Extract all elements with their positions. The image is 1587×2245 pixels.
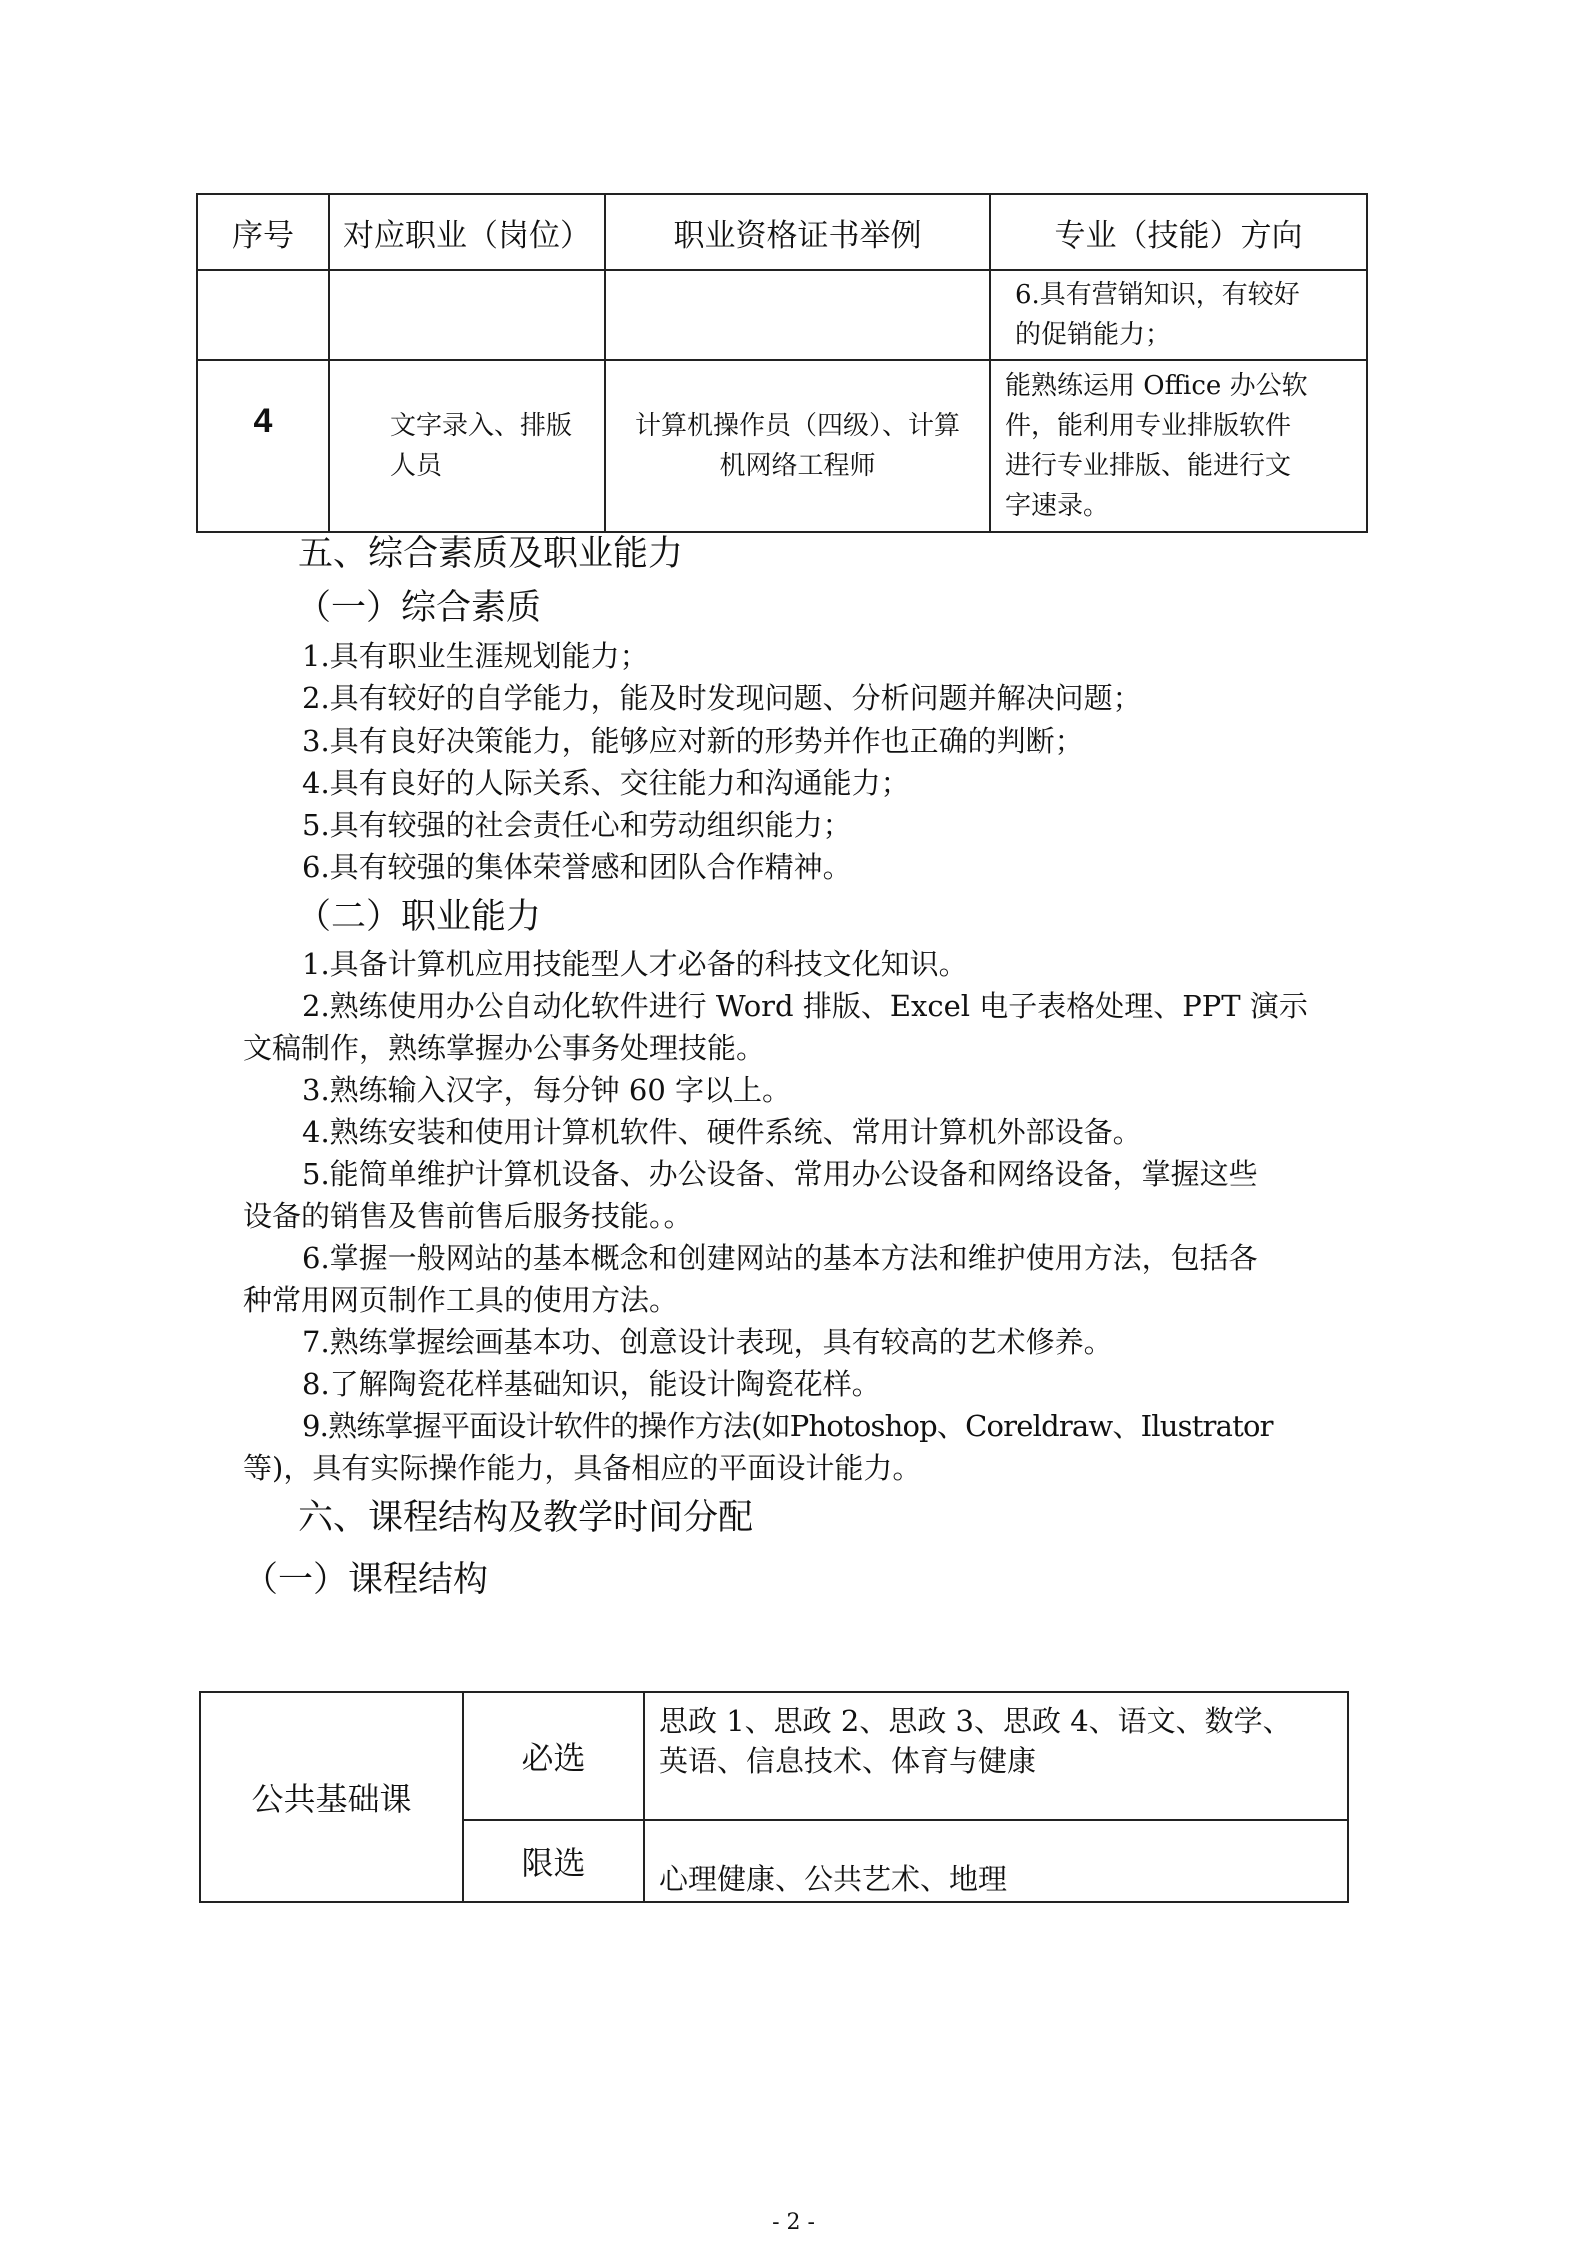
list-item: 4.具有良好的人际关系、交往能力和沟通能力； [302,766,910,800]
elective-courses: 心理健康、公共艺术、地理 [644,1820,1348,1902]
list-item: 5.具有较强的社会责任心和劳动组织能力； [302,808,852,842]
occupation-table [196,193,1368,533]
header-job: 对应职业（岗位） [329,194,605,270]
category-cell: 公共基础课 [200,1692,463,1902]
section-title: 五、综合素质及职业能力 [298,534,684,574]
required-label: 必选 [463,1692,644,1820]
page-number: - 2 - [772,2210,815,2235]
subsection-title: （一）课程结构 [243,1560,489,1600]
list-item-continued: 等)，具有实际操作能力，具备相应的平面设计能力。 [243,1451,922,1485]
table-row [197,360,1367,532]
row-number: 4 [197,360,329,532]
list-item-continued: 文稿制作，熟练掌握办公事务处理技能。 [243,1031,766,1065]
table-row [197,270,1367,360]
required-courses: 思政 1、思政 2、思政 3、思政 4、语文、数学、 英语、信息技术、体育与健康 [644,1692,1348,1820]
list-item: 6.掌握一般网站的基本概念和创建网站的基本方法和维护使用方法，包括各 [302,1241,1258,1275]
list-item: 8.了解陶瓷花样基础知识，能设计陶瓷花样。 [302,1367,881,1401]
list-item-continued: 设备的销售及售前售后服务技能。。 [243,1199,693,1233]
list-item-continued: 种常用网页制作工具的使用方法。 [243,1283,679,1317]
list-item: 1.具备计算机应用技能型人才必备的科技文化知识。 [302,947,968,981]
list-item: 2.熟练使用办公自动化软件进行 Word 排版、Excel 电子表格处理、PPT 演示 [302,989,1308,1023]
list-item: 4.熟练安装和使用计算机软件、硬件系统、常用计算机外部设备。 [302,1115,1142,1149]
header-direction: 专业（技能）方向 [990,194,1367,270]
section-title: 六、课程结构及教学时间分配 [298,1498,754,1538]
header-cert: 职业资格证书举例 [605,194,990,270]
header-seq: 序号 [197,194,329,270]
list-item: 3.熟练输入汉字，每分钟 60 字以上。 [302,1073,792,1107]
list-item: 3.具有良好决策能力，能够应对新的形势并作也正确的判断； [302,724,1084,758]
subsection-title: （二）职业能力 [296,897,542,937]
course-structure-table [199,1691,1349,1903]
job-cell: 文字录入、排版 人员 [329,360,605,532]
list-item: 7.熟练掌握绘画基本功、创意设计表现，具有较高的艺术修养。 [302,1325,1113,1359]
direction-cell: 能熟练运用 Office 办公软 件，能利用专业排版软件 进行专业排版、能进行文 字速录。 [990,360,1367,532]
table-header-row [197,194,1367,270]
table-row [200,1692,1348,1820]
list-item: 1.具有职业生涯规划能力； [302,639,649,673]
list-item: 6.具有较强的集体荣誉感和团队合作精神。 [302,850,852,884]
subsection-title: （一）综合素质 [296,588,542,628]
list-item: 2.具有较好的自学能力，能及时发现问题、分析问题并解决问题； [302,681,1142,715]
elective-label: 限选 [463,1820,644,1902]
list-item: 5.能简单维护计算机设备、办公设备、常用办公设备和网络设备，掌握这些 [302,1157,1258,1191]
direction-cell: 6.具有营销知识，有较好 的促销能力； [990,270,1367,360]
cert-cell: 计算机操作员（四级）、计算 机网络工程师 [605,360,990,532]
list-item: 9.熟练掌握平面设计软件的操作方法(如Photoshop、Coreldraw、Ilustrator [302,1409,1273,1443]
